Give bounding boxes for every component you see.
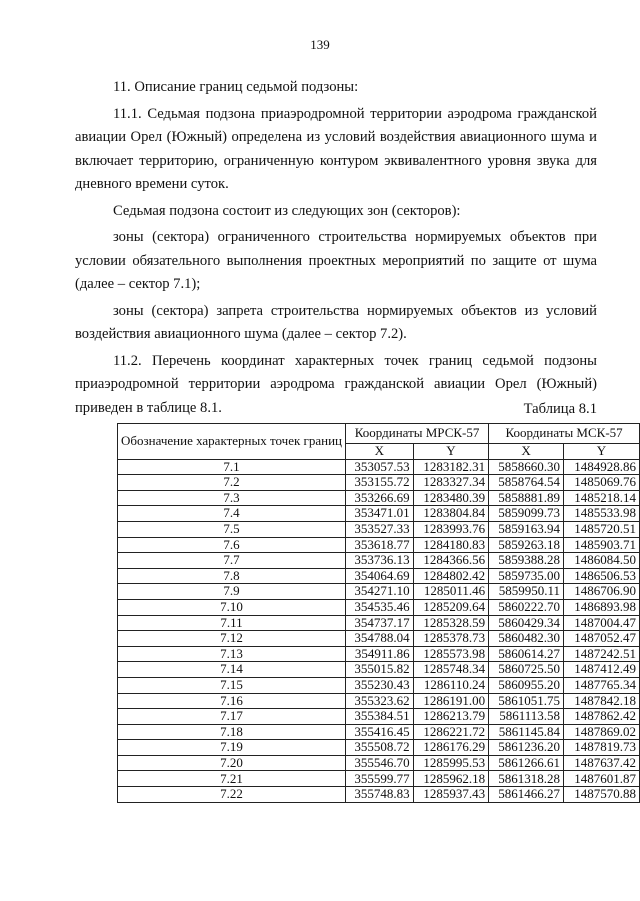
table-row — [118, 677, 640, 693]
cell-mrsk-y: 1283480.39 — [413, 490, 488, 506]
cell-mrsk-y: 1283993.76 — [413, 521, 488, 537]
cell-mrsk-x: 355015.82 — [346, 662, 414, 678]
table-row — [118, 662, 640, 678]
cell-point-id: 7.2 — [118, 475, 346, 491]
cell-point-id: 7.13 — [118, 646, 346, 662]
cell-msk-x: 5860614.27 — [489, 646, 564, 662]
cell-msk-y: 1485903.71 — [564, 537, 640, 553]
cell-msk-y: 1487004.47 — [564, 615, 640, 631]
cell-mrsk-y: 1285209.64 — [413, 599, 488, 615]
table-row — [118, 537, 640, 553]
table-row — [118, 709, 640, 725]
cell-msk-y: 1487765.34 — [564, 677, 640, 693]
header-msk-x: X — [489, 444, 564, 460]
cell-mrsk-x: 355384.51 — [346, 709, 414, 725]
cell-point-id: 7.10 — [118, 599, 346, 615]
paragraph: зоны (сектора) запрета строительства нормируемых объектов из условий воздействия авиационного шума (далее – сектор 7.2). — [75, 302, 597, 342]
cell-msk-x: 5859388.28 — [489, 553, 564, 569]
cell-msk-x: 5860725.50 — [489, 662, 564, 678]
cell-mrsk-y: 1284366.56 — [413, 553, 488, 569]
cell-mrsk-x: 354064.69 — [346, 568, 414, 584]
cell-msk-x: 5858660.30 — [489, 459, 564, 475]
cell-mrsk-x: 353057.53 — [346, 459, 414, 475]
cell-msk-x: 5861466.27 — [489, 787, 564, 803]
cell-msk-x: 5861113.58 — [489, 709, 564, 725]
cell-msk-y: 1487862.42 — [564, 709, 640, 725]
cell-mrsk-y: 1285573.98 — [413, 646, 488, 662]
cell-mrsk-x: 353527.33 — [346, 521, 414, 537]
table-row — [118, 740, 640, 756]
coordinates-table — [117, 423, 640, 803]
cell-msk-y: 1485069.76 — [564, 475, 640, 491]
cell-point-id: 7.18 — [118, 724, 346, 740]
cell-mrsk-y: 1283804.84 — [413, 506, 488, 522]
table-row — [118, 787, 640, 803]
table-row — [118, 646, 640, 662]
cell-mrsk-x: 353155.72 — [346, 475, 414, 491]
cell-point-id: 7.21 — [118, 771, 346, 787]
cell-msk-y: 1486706.90 — [564, 584, 640, 600]
cell-mrsk-x: 353736.13 — [346, 553, 414, 569]
cell-mrsk-y: 1283182.31 — [413, 459, 488, 475]
paragraph: зоны (сектора) ограниченного строительства нормируемых объектов при условии обязательного выполнения проектных мероприятий по защите от шума (далее – сектор 7.1); — [75, 229, 597, 292]
cell-msk-x: 5861318.28 — [489, 771, 564, 787]
table-row — [118, 584, 640, 600]
table-row — [118, 771, 640, 787]
cell-msk-y: 1486506.53 — [564, 568, 640, 584]
table-row — [118, 506, 640, 522]
cell-msk-x: 5859099.73 — [489, 506, 564, 522]
cell-msk-x: 5859950.11 — [489, 584, 564, 600]
cell-point-id: 7.9 — [118, 584, 346, 600]
cell-msk-y: 1487842.18 — [564, 693, 640, 709]
cell-msk-y: 1486893.98 — [564, 599, 640, 615]
cell-msk-y: 1487637.42 — [564, 755, 640, 771]
header-group-msk: Координаты МСК-57 — [489, 424, 640, 444]
table-row — [118, 693, 640, 709]
header-group-mrsk: Координаты МРСК-57 — [346, 424, 489, 444]
cell-mrsk-y: 1285328.59 — [413, 615, 488, 631]
cell-msk-y: 1487052.47 — [564, 631, 640, 647]
cell-mrsk-y: 1284802.42 — [413, 568, 488, 584]
cell-mrsk-y: 1285378.73 — [413, 631, 488, 647]
cell-msk-y: 1485533.98 — [564, 506, 640, 522]
table-row — [118, 755, 640, 771]
cell-msk-x: 5859163.94 — [489, 521, 564, 537]
paragraph: 11. Описание границ седьмой подзоны: — [113, 79, 359, 95]
cell-mrsk-x: 355546.70 — [346, 755, 414, 771]
cell-msk-y: 1484928.86 — [564, 459, 640, 475]
cell-msk-x: 5859263.18 — [489, 537, 564, 553]
cell-point-id: 7.7 — [118, 553, 346, 569]
cell-mrsk-x: 354535.46 — [346, 599, 414, 615]
cell-point-id: 7.14 — [118, 662, 346, 678]
cell-msk-x: 5860955.20 — [489, 677, 564, 693]
cell-mrsk-x: 354271.10 — [346, 584, 414, 600]
page-number: 139 — [310, 37, 330, 52]
cell-msk-y: 1487242.51 — [564, 646, 640, 662]
cell-point-id: 7.1 — [118, 459, 346, 475]
cell-mrsk-x: 355416.45 — [346, 724, 414, 740]
paragraph: 11.2. Перечень координат характерных точек границ седьмой подзоны приаэродромной территории аэродрома гражданской авиации Орел (Южный) приведен в таблице 8.1. — [75, 352, 597, 416]
paragraph: Седьмая подзона состоит из следующих зон (секторов): — [113, 202, 461, 219]
cell-mrsk-x: 354788.04 — [346, 631, 414, 647]
header-designation: Обозначение характерных точек границ — [118, 424, 346, 460]
cell-point-id: 7.11 — [118, 615, 346, 631]
cell-mrsk-y: 1283327.34 — [413, 475, 488, 491]
cell-mrsk-x: 353266.69 — [346, 490, 414, 506]
cell-point-id: 7.3 — [118, 490, 346, 506]
table-row — [118, 553, 640, 569]
cell-msk-x: 5860429.34 — [489, 615, 564, 631]
cell-mrsk-y: 1286176.29 — [413, 740, 488, 756]
header-mrsk-y: Y — [413, 444, 488, 460]
cell-point-id: 7.4 — [118, 506, 346, 522]
cell-mrsk-y: 1285962.18 — [413, 771, 488, 787]
cell-point-id: 7.22 — [118, 787, 346, 803]
cell-msk-y: 1487869.02 — [564, 724, 640, 740]
cell-point-id: 7.17 — [118, 709, 346, 725]
cell-msk-x: 5858764.54 — [489, 475, 564, 491]
table-row — [118, 459, 640, 475]
cell-point-id: 7.16 — [118, 693, 346, 709]
cell-mrsk-y: 1286221.72 — [413, 724, 488, 740]
cell-mrsk-y: 1285995.53 — [413, 755, 488, 771]
cell-point-id: 7.5 — [118, 521, 346, 537]
cell-mrsk-x: 353471.01 — [346, 506, 414, 522]
table-row — [118, 475, 640, 491]
cell-point-id: 7.12 — [118, 631, 346, 647]
cell-point-id: 7.20 — [118, 755, 346, 771]
cell-mrsk-x: 354737.17 — [346, 615, 414, 631]
cell-msk-x: 5861145.84 — [489, 724, 564, 740]
table-row — [118, 568, 640, 584]
cell-msk-y: 1487819.73 — [564, 740, 640, 756]
cell-msk-y: 1487412.49 — [564, 662, 640, 678]
cell-mrsk-y: 1285748.34 — [413, 662, 488, 678]
table-row — [118, 724, 640, 740]
cell-mrsk-y: 1285937.43 — [413, 787, 488, 803]
cell-mrsk-x: 354911.86 — [346, 646, 414, 662]
cell-mrsk-y: 1286191.00 — [413, 693, 488, 709]
cell-mrsk-x: 355508.72 — [346, 740, 414, 756]
table-row — [118, 631, 640, 647]
cell-mrsk-x: 355599.77 — [346, 771, 414, 787]
paragraph: 11.1. Седьмая подзона приаэродромной территории аэродрома гражданской авиации Орел (Южный) определена из условий воздействия авиационного шума и включает территорию, ограниченную контуром эквивалентного уровня звука для дневного времени суток. — [75, 105, 597, 192]
table-body — [118, 459, 640, 802]
cell-msk-x: 5858881.89 — [489, 490, 564, 506]
table-caption: Таблица 8.1 — [523, 401, 597, 417]
cell-mrsk-x: 355230.43 — [346, 677, 414, 693]
cell-mrsk-y: 1286110.24 — [413, 677, 488, 693]
cell-mrsk-y: 1285011.46 — [413, 584, 488, 600]
cell-msk-y: 1486084.50 — [564, 553, 640, 569]
cell-mrsk-x: 353618.77 — [346, 537, 414, 553]
cell-msk-x: 5861236.20 — [489, 740, 564, 756]
table-row — [118, 521, 640, 537]
cell-point-id: 7.8 — [118, 568, 346, 584]
header-msk-y: Y — [564, 444, 640, 460]
table-row — [118, 599, 640, 615]
cell-mrsk-x: 355323.62 — [346, 693, 414, 709]
cell-point-id: 7.6 — [118, 537, 346, 553]
cell-msk-x: 5860482.30 — [489, 631, 564, 647]
cell-mrsk-y: 1286213.79 — [413, 709, 488, 725]
cell-msk-x: 5861266.61 — [489, 755, 564, 771]
cell-mrsk-y: 1284180.83 — [413, 537, 488, 553]
table-row — [118, 615, 640, 631]
cell-msk-x: 5860222.70 — [489, 599, 564, 615]
cell-point-id: 7.15 — [118, 677, 346, 693]
cell-msk-y: 1485720.51 — [564, 521, 640, 537]
cell-msk-y: 1487570.88 — [564, 787, 640, 803]
body-text — [75, 76, 597, 420]
cell-mrsk-x: 355748.83 — [346, 787, 414, 803]
table-row — [118, 490, 640, 506]
header-mrsk-x: X — [346, 444, 414, 460]
cell-msk-y: 1485218.14 — [564, 490, 640, 506]
cell-msk-y: 1487601.87 — [564, 771, 640, 787]
cell-msk-x: 5861051.75 — [489, 693, 564, 709]
cell-msk-x: 5859735.00 — [489, 568, 564, 584]
cell-point-id: 7.19 — [118, 740, 346, 756]
